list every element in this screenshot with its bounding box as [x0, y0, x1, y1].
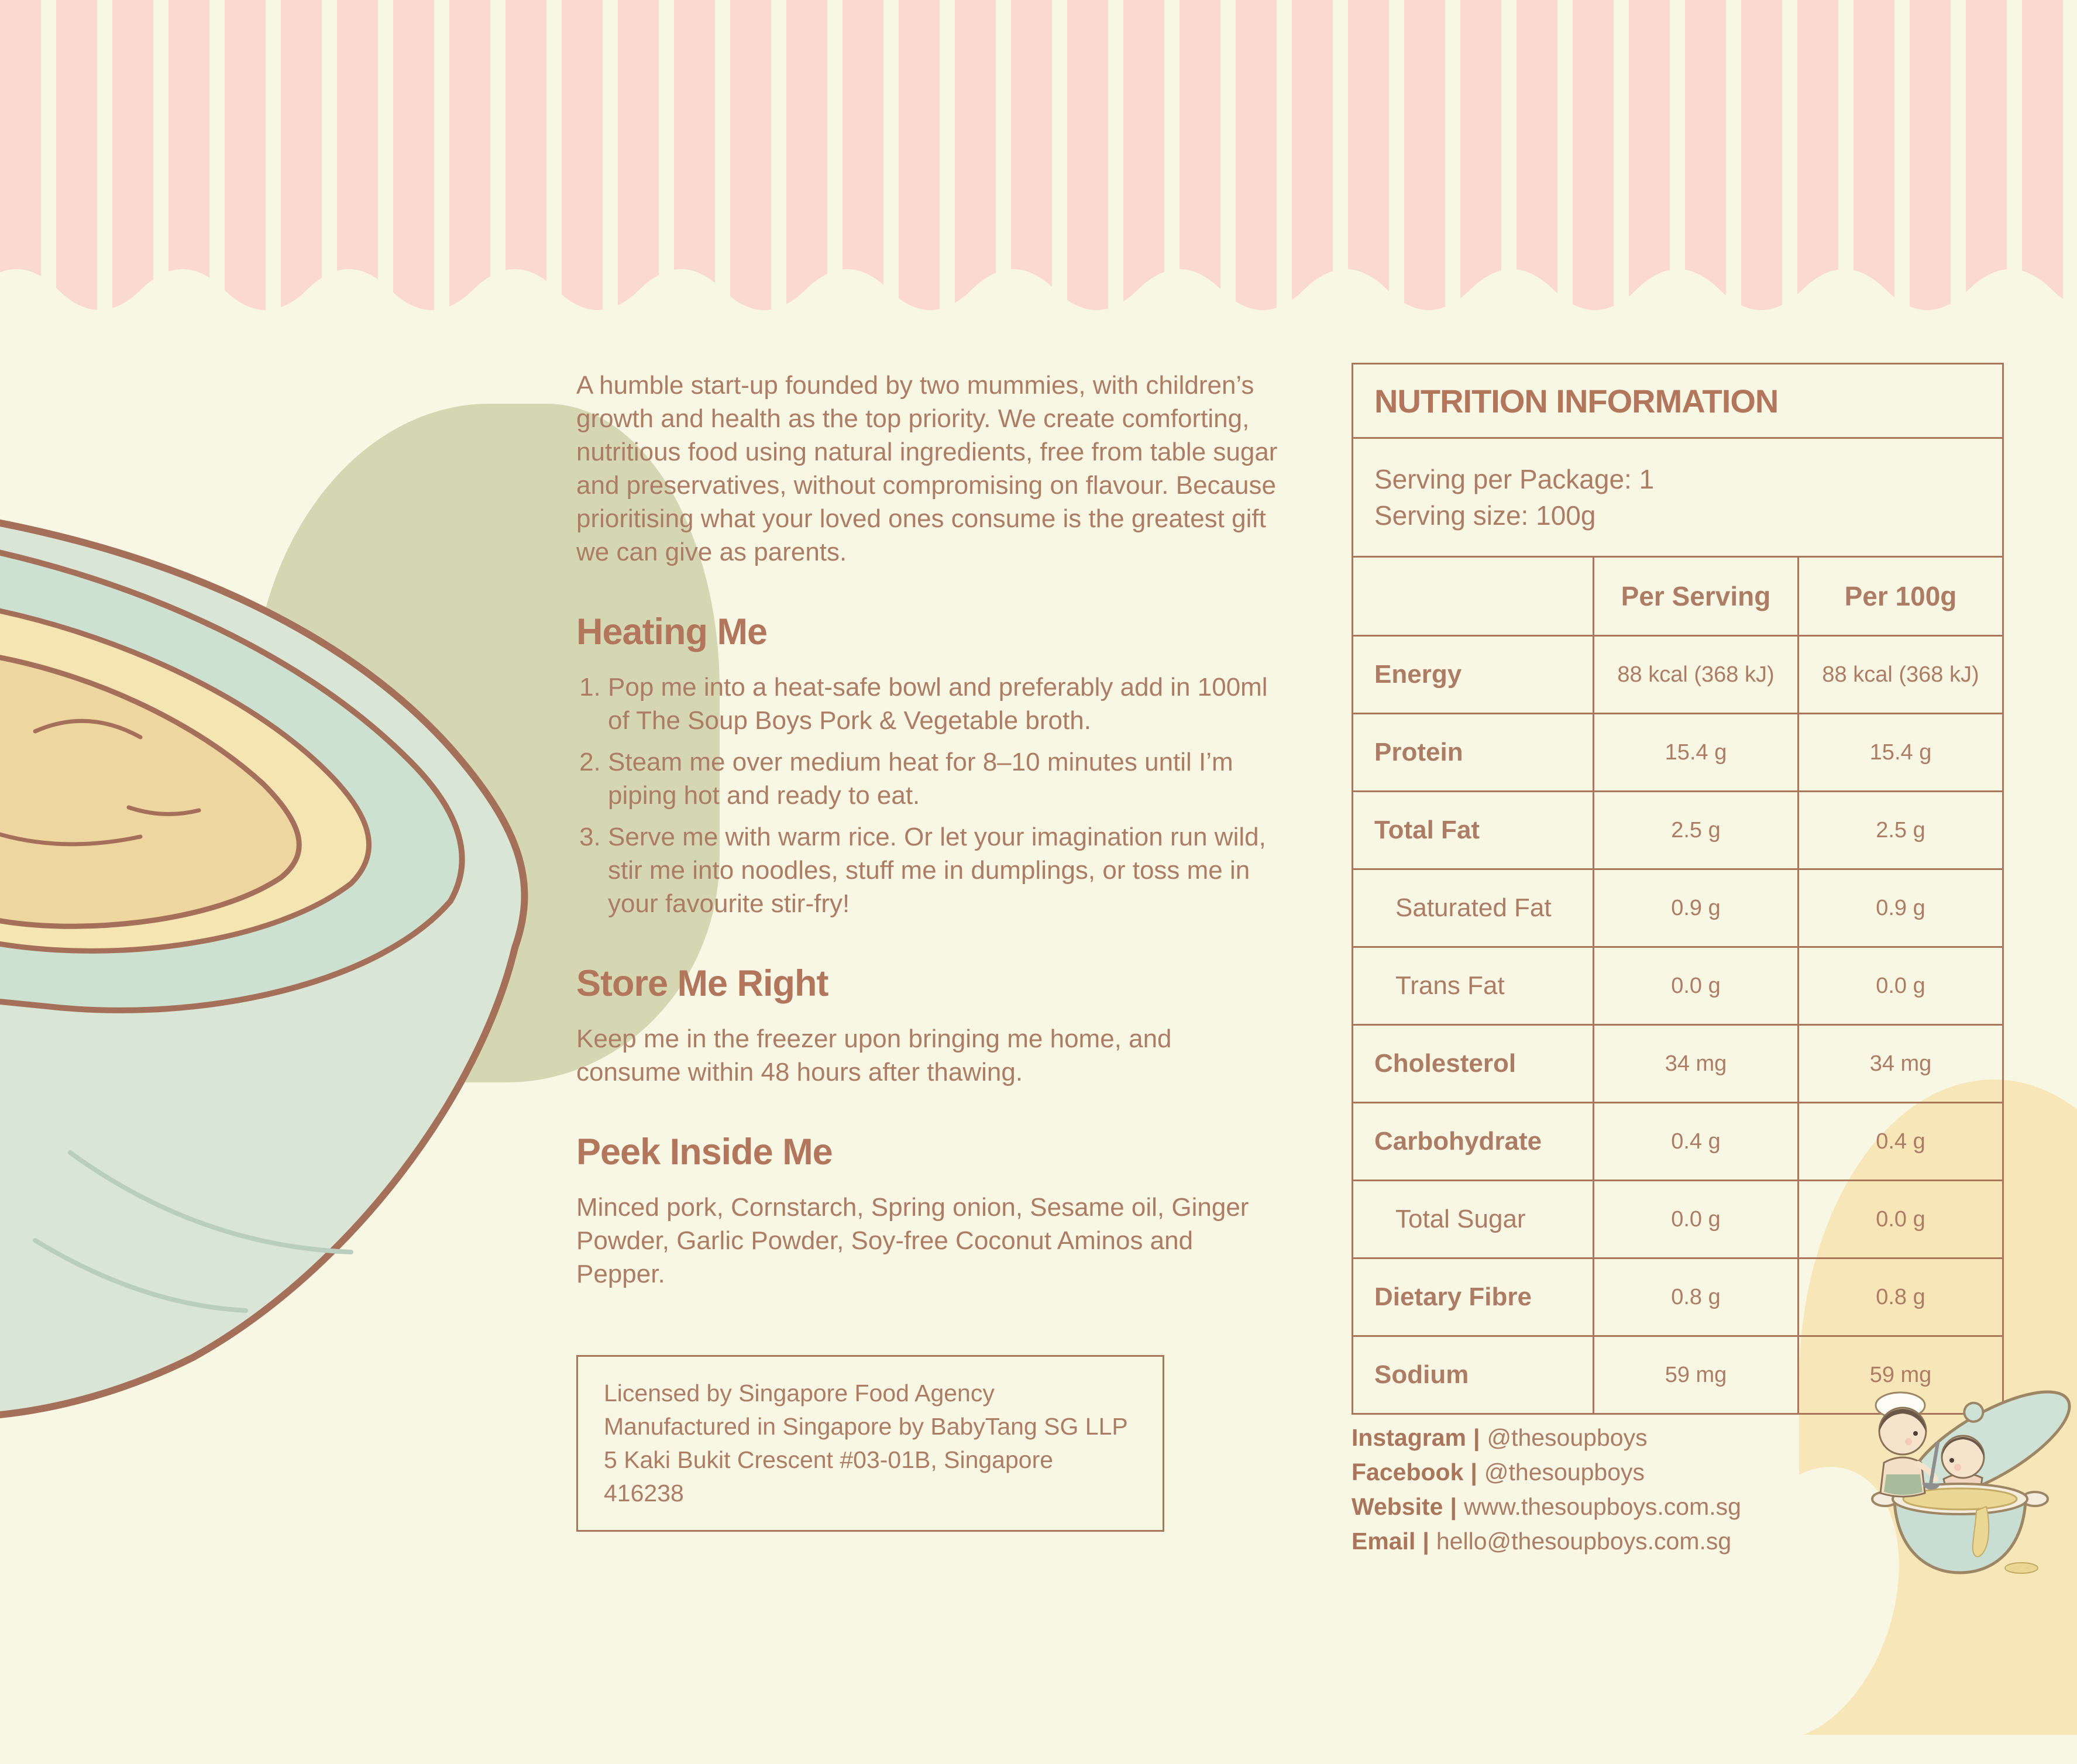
- row-value: 15.4 g: [1799, 714, 2003, 792]
- table-row: [1353, 1181, 2003, 1258]
- column-header-per-100g: Per 100g: [1799, 557, 2003, 636]
- row-value: 0.0 g: [1799, 1181, 2003, 1258]
- row-value: 59 mg: [1799, 1336, 2003, 1414]
- storage-paragraph: Keep me in the freezer upon bringing me home, and consume within 48 hours after thawing.: [576, 1024, 1172, 1086]
- nutrition-table: [1352, 363, 2004, 1415]
- row-label: Carbohydrate: [1353, 1103, 1594, 1181]
- heading-heating-me: Heating Me: [576, 611, 768, 652]
- license-line: 5 Kaki Bukit Crescent #03-01B, Singapore 416238: [604, 1446, 1054, 1507]
- about-paragraph: A humble start-up founded by two mummies, with children’s growth and health as the top priority. We create comforting, nutritious food using natural ingredients, free from table sugar and preservatives, without compromising on flavour. Because prioritising what your loved ones consume is the greatest gift we can give as parents.: [576, 371, 1278, 566]
- row-value: 88 kcal (368 kJ): [1799, 636, 2003, 714]
- row-value: 0.4 g: [1594, 1103, 1799, 1181]
- heading-store-me-right: Store Me Right: [576, 963, 828, 1004]
- table-row: [1353, 869, 2003, 947]
- table-row: [1353, 792, 2003, 869]
- row-value: 0.9 g: [1594, 869, 1799, 947]
- heating-step: 3. Serve me with warm rice. Or let your imagination run wild, stir me into noodles, stuff me in dumplings, or toss me in your favourite stir-fry!: [608, 820, 1278, 920]
- row-value: 34 mg: [1799, 1025, 2003, 1103]
- row-label: Cholesterol: [1353, 1025, 1594, 1103]
- row-value: 0.9 g: [1799, 869, 2003, 947]
- ingredients-paragraph: Minced pork, Cornstarch, Spring onion, Sesame oil, Ginger Powder, Garlic Powder, Soy-free Coconut Aminos and Pepper.: [576, 1193, 1249, 1288]
- row-value: 59 mg: [1594, 1336, 1799, 1414]
- contact-email: Email | hello@thesoupboys.com.sg: [1352, 1528, 1732, 1555]
- table-corner-cell: [1353, 557, 1594, 636]
- row-value: 0.0 g: [1594, 1181, 1799, 1258]
- serving-per-package: Serving per Package: 1: [1374, 464, 1655, 494]
- row-value: 0.0 g: [1594, 947, 1799, 1025]
- heating-steps-list: [576, 670, 1278, 920]
- contact-instagram: Instagram | @thesoupboys: [1352, 1424, 1648, 1451]
- contact-facebook: Facebook | @thesoupboys: [1352, 1459, 1645, 1486]
- row-value: 0.8 g: [1799, 1258, 2003, 1336]
- row-value: 2.5 g: [1594, 792, 1799, 869]
- row-value: 0.0 g: [1799, 947, 2003, 1025]
- license-box: [576, 1355, 1164, 1532]
- minced-pork-bowl-illustration: [0, 480, 556, 1451]
- row-value: 34 mg: [1594, 1025, 1799, 1103]
- serving-size: Serving size: 100g: [1374, 500, 1596, 531]
- row-value: 15.4 g: [1594, 714, 1799, 792]
- row-label: Total Fat: [1353, 792, 1594, 869]
- awning-pattern: [0, 0, 2077, 351]
- column-header-per-serving: Per Serving: [1594, 557, 1799, 636]
- nutrition-title: NUTRITION INFORMATION: [1353, 364, 2003, 438]
- license-line: Manufactured in Singapore by BabyTang SG LLP: [604, 1413, 1128, 1440]
- contact-block: [1352, 1421, 1741, 1559]
- heating-step: 1. Pop me into a heat-safe bowl and preferably add in 100ml of The Soup Boys Pork & Vegetable broth.: [608, 670, 1278, 737]
- table-row: [1353, 947, 2003, 1025]
- heating-step: 2. Steam me over medium heat for 8–10 minutes until I’m piping hot and ready to eat.: [608, 745, 1278, 812]
- row-value: 0.4 g: [1799, 1103, 2003, 1181]
- contact-website: Website | www.thesoupboys.com.sg: [1352, 1493, 1741, 1520]
- row-label: Saturated Fat: [1353, 869, 1594, 947]
- row-value: 0.8 g: [1594, 1258, 1799, 1336]
- copy-column: [576, 369, 1278, 1532]
- row-label: Dietary Fibre: [1353, 1258, 1594, 1336]
- table-row: [1353, 714, 2003, 792]
- table-row: [1353, 1103, 2003, 1181]
- soup-boys-pot-illustration: [1843, 1375, 2077, 1591]
- row-label: Trans Fat: [1353, 947, 1594, 1025]
- row-label: Energy: [1353, 636, 1594, 714]
- serving-info-cell: [1353, 438, 2003, 557]
- row-label: Protein: [1353, 714, 1594, 792]
- row-value: 2.5 g: [1799, 792, 2003, 869]
- table-row: [1353, 1258, 2003, 1336]
- license-line: Licensed by Singapore Food Agency: [604, 1380, 995, 1407]
- row-label: Total Sugar: [1353, 1181, 1594, 1258]
- table-row: [1353, 1025, 2003, 1103]
- row-label: Sodium: [1353, 1336, 1594, 1414]
- row-value: 88 kcal (368 kJ): [1594, 636, 1799, 714]
- heading-peek-inside-me: Peek Inside Me: [576, 1132, 833, 1172]
- table-row: [1353, 636, 2003, 714]
